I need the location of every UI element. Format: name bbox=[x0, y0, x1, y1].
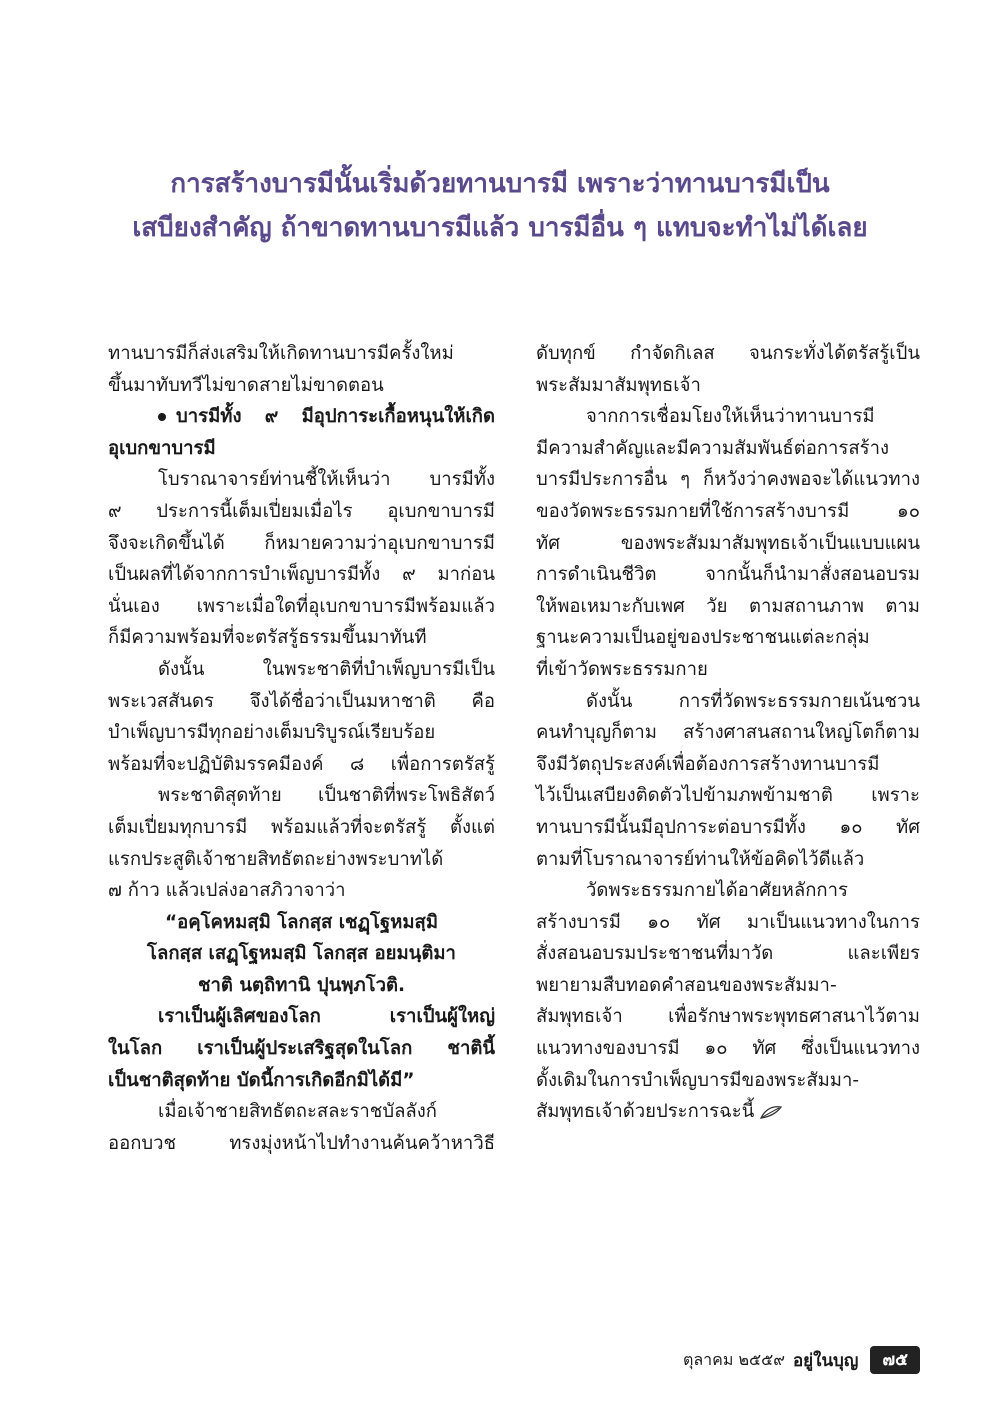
bullet-heading-text: บารมีทั้ง ๙ มีอุปการะเกื้อหนุนให้เกิด bbox=[176, 406, 495, 428]
magazine-name: อยู่ในบุญ bbox=[792, 1350, 859, 1371]
quote-line: ชาติ นตฺถิทานิ ปุนพฺภโวติ. bbox=[197, 974, 406, 996]
quote-line: “อคฺโคหมสฺมิ โลกสฺส เชฏฺโฐหมสฺมิ bbox=[164, 911, 439, 933]
body-line: พระชาติสุดท้าย เป็นชาติที่พระโพธิสัตว์ bbox=[158, 785, 495, 807]
body-line: พระสัมมาสัมพุทธเจ้า bbox=[536, 374, 701, 396]
bullet-dot-icon bbox=[158, 413, 166, 421]
body-line: ขึ้นมาทับทวีไม่ขาดสายไม่ขาดตอน bbox=[108, 374, 384, 396]
body-line: จึงมีวัตถุประสงค์เพื่อต้องการสร้างทานบารมี bbox=[536, 753, 880, 775]
body-line: ก็มีความพร้อมที่จะตรัสรู้ธรรมขึ้นมาทันที bbox=[108, 627, 427, 649]
body-line: ๙ ประการนี้เต็มเปี่ยมเมื่อไร อุเบกขาบารมี bbox=[108, 500, 495, 522]
body-line: นั่นเอง เพราะเมื่อใดที่อุเบกขาบารมีพร้อมแล้ว bbox=[108, 595, 495, 617]
body-line: ให้พอเหมาะกับเพศ วัย ตามสถานภาพ ตาม bbox=[536, 595, 920, 617]
body-line: บำเพ็ญบารมีทุกอย่างเต็มบริบูรณ์เรียบร้อย bbox=[108, 722, 436, 744]
title-line-2: เสบียงสำคัญ ถ้าขาดทานบารมีแล้ว บารมีอื่น ๆ แทบจะทำไม่ได้เลย bbox=[132, 213, 868, 243]
body-line: เป็นผลที่ได้จากการบำเพ็ญบารมีทั้ง ๙ มาก่อน bbox=[108, 564, 495, 586]
body-line: ทานบารมีนั้นมีอุปการะต่อบารมีทั้ง ๑๐ ทัศ bbox=[536, 816, 920, 838]
body-line: พยายามสืบทอดคำสอนของพระสัมมา- bbox=[536, 974, 837, 996]
page-footer bbox=[683, 1345, 920, 1375]
body-line: แนวทางของบารมี ๑๐ ทัศ ซึ่งเป็นแนวทาง bbox=[536, 1038, 920, 1060]
body-line: บารมีประการอื่น ๆ ก็หวังว่าคงพอจะได้แนวทาง bbox=[536, 469, 920, 491]
body-line: เต็มเปี่ยมทุกบารมี พร้อมแล้วที่จะตรัสรู้ ตั้งแต่ bbox=[108, 816, 495, 838]
body-line: ดับทุกข์ กำจัดกิเลส จนกระทั่งได้ตรัสรู้เป็น bbox=[536, 343, 920, 364]
left-column bbox=[108, 338, 495, 1159]
body-line: แรกประสูติเจ้าชายสิทธัตถะย่างพระบาทได้ bbox=[108, 848, 444, 870]
body-line: ออกบวช ทรงมุ่งหน้าไปทำงานค้นคว้าหาวิธี bbox=[108, 1132, 495, 1154]
body-line: ๗ ก้าว แล้วเปล่งอาสภิวาจาว่า bbox=[108, 880, 346, 902]
quote-line: เราเป็นผู้เลิศของโลก เราเป็นผู้ใหญ่ bbox=[158, 1006, 495, 1028]
page-number-badge: ๗๕ bbox=[870, 1346, 920, 1374]
body-line: ทัศ ของพระสัมมาสัมพุทธเจ้าเป็นแบบแผน bbox=[536, 532, 920, 554]
body-line: ดังนั้น ในพระชาติที่บำเพ็ญบารมีเป็น bbox=[158, 658, 495, 680]
body-line: พร้อมที่จะปฏิบัติมรรคมีองค์ ๘ เพื่อการตรัสรู้ bbox=[108, 753, 495, 775]
body-line: ตามที่โบราณาจารย์ท่านให้ข้อคิดไว้ดีแล้ว bbox=[536, 848, 865, 870]
body-line: การดำเนินชีวิต จากนั้นก็นำมาสั่งสอนอบรม bbox=[536, 564, 920, 586]
body-line: ที่เข้าวัดพระธรรมกาย bbox=[536, 658, 708, 680]
body-line: พระเวสสันดร จึงได้ชื่อว่าเป็นมหาชาติ คือ bbox=[108, 690, 495, 712]
right-column bbox=[536, 338, 920, 1128]
title-line-1: การสร้างบารมีนั้นเริ่มด้วยทานบารมี เพราะว่าทานบารมีเป็น bbox=[170, 169, 830, 199]
body-line: คนทำบุญก็ตาม สร้างศาสนสถานใหญ่โตก็ตาม bbox=[536, 722, 920, 744]
body-line: จากการเชื่อมโยงให้เห็นว่าทานบารมี bbox=[586, 406, 875, 428]
issue-date: ตุลาคม ๒๕๕๙ bbox=[682, 1349, 785, 1369]
closing-line bbox=[536, 1096, 920, 1128]
quote-line: โลกสฺส เสฏฺโฐหมสฺมิ โลกสฺส อยมนฺติมา bbox=[147, 943, 456, 965]
body-line: มีความสำคัญและมีความสัมพันธ์ต่อการสร้าง bbox=[536, 437, 890, 459]
page-title bbox=[60, 162, 940, 250]
body-line: ของวัดพระธรรมกายที่ใช้การสร้างบารมี ๑๐ bbox=[536, 500, 920, 522]
bullet-heading-line bbox=[108, 401, 495, 433]
body-line: โบราณาจารย์ท่านชี้ให้เห็นว่า บารมีทั้ง bbox=[158, 469, 495, 491]
bullet-heading-line: อุเบกขาบารมี bbox=[108, 437, 216, 459]
body-line: ฐานะความเป็นอยู่ของประชาชนแต่ละกลุ่ม bbox=[536, 627, 870, 649]
body-line: เมื่อเจ้าชายสิทธัตถะสละราชบัลลังก์ bbox=[158, 1101, 437, 1123]
body-line: ดังนั้น การที่วัดพระธรรมกายเน้นชวน bbox=[586, 690, 920, 712]
quote-line: เป็นชาติสุดท้าย บัดนี้การเกิดอีกมิได้มี” bbox=[108, 1069, 415, 1091]
leaf-icon bbox=[760, 1105, 782, 1119]
closing-text: สัมพุทธเจ้าด้วยประการฉะนี้ bbox=[536, 1101, 755, 1123]
body-line: ทานบารมีก็ส่งเสริมให้เกิดทานบารมีครั้งใหม่ bbox=[108, 343, 454, 364]
body-line: วัดพระธรรมกายได้อาศัยหลักการ bbox=[586, 880, 848, 902]
body-line: ดั้งเดิมในการบำเพ็ญบารมีของพระสัมมา- bbox=[536, 1069, 860, 1091]
body-line: สัมพุทธเจ้า เพื่อรักษาพระพุทธศาสนาไว้ตาม bbox=[536, 1006, 920, 1028]
quote-line: ในโลก เราเป็นผู้ประเสริฐสุดในโลก ชาตินี้ bbox=[108, 1038, 495, 1060]
body-line: สั่งสอนอบรมประชาชนที่มาวัด และเพียร bbox=[536, 943, 920, 965]
body-line: ไว้เป็นเสบียงติดตัวไปข้ามภพข้ามชาติ เพราะ bbox=[536, 785, 920, 807]
body-line: จึงจะเกิดขึ้นได้ ก็หมายความว่าอุเบกขาบารมี bbox=[108, 532, 495, 554]
body-line: สร้างบารมี ๑๐ ทัศ มาเป็นแนวทางในการ bbox=[536, 911, 920, 933]
